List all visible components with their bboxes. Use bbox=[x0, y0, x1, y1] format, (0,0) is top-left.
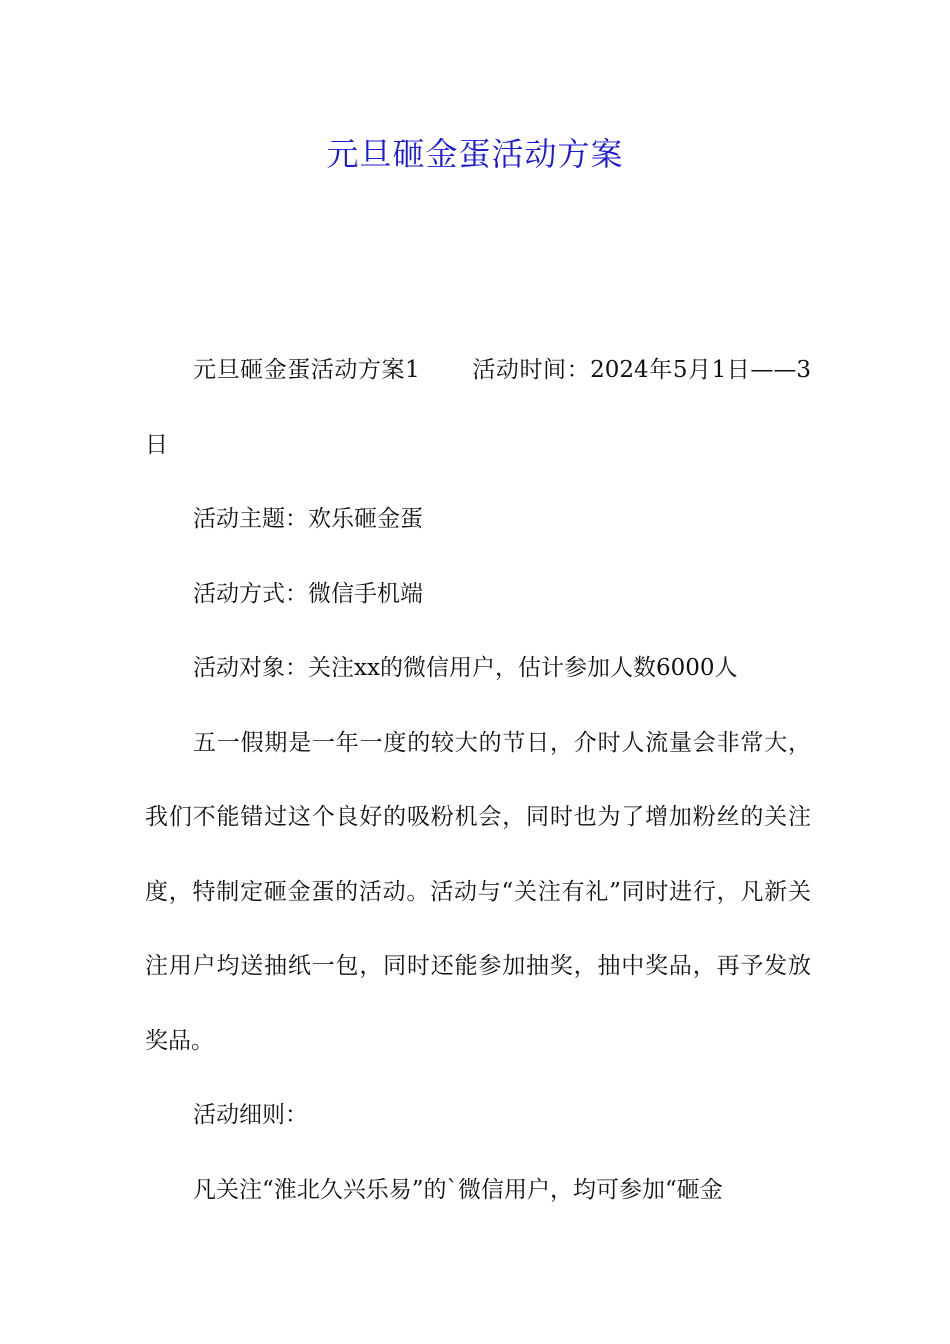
activity-theme: 活动主题：欢乐砸金蛋 bbox=[193, 506, 423, 532]
rules-paragraph: 凡关注“淮北久兴乐易”的`微信用户，均可参加“砸金 bbox=[193, 1176, 723, 1203]
document-title: 元旦砸金蛋活动方案 bbox=[326, 135, 624, 173]
document-body bbox=[145, 333, 811, 1227]
intro-paragraph bbox=[145, 333, 811, 482]
activity-time: 活动时间：2024年5月1日——3日 bbox=[145, 357, 811, 458]
activity-method: 活动方式：微信手机端 bbox=[193, 580, 423, 607]
activity-target: 活动对象：关注xx的微信用户，估计参加人数6000人 bbox=[193, 655, 738, 681]
rules-heading: 活动细则： bbox=[193, 1102, 308, 1128]
intro-heading: 元旦砸金蛋活动方案1 bbox=[193, 357, 420, 383]
background-paragraph: 五一假期是一年一度的较大的节日，介时人流量会非常大，我们不能错过这个良好的吸粉机会，同时也为了增加粉丝的关注度，特制定砸金蛋的活动。活动与“关注有礼”同时进行，凡新关注用户均送抽纸一包，同时还能参加抽奖，抽中奖品，再予发放奖品。 bbox=[145, 729, 811, 1054]
